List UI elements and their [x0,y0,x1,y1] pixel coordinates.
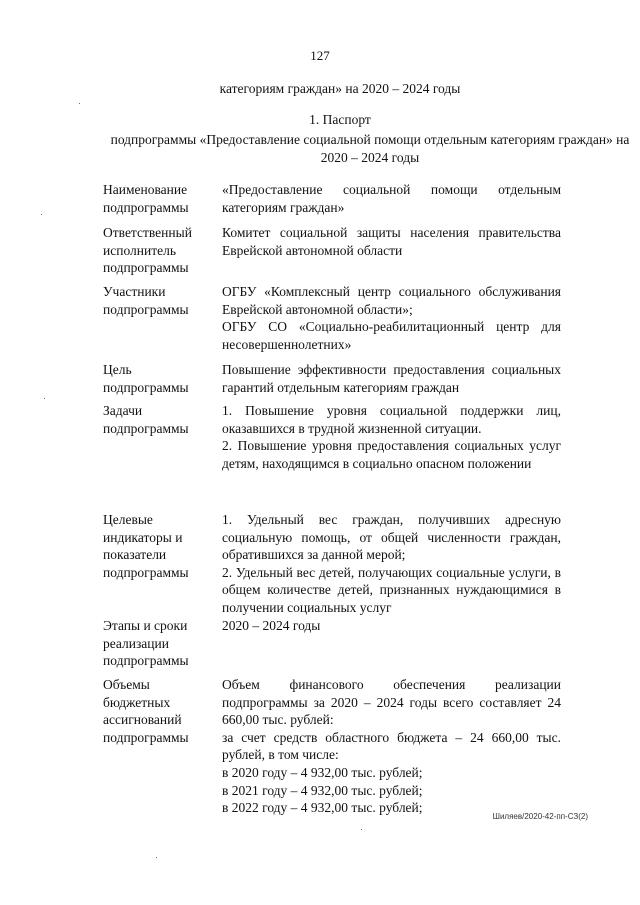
value-paragraph: 1. Удельный вес граждан, получивших адресную социальную помощь, от общей численности граждан, обратившихся за данной мерой; [222,512,561,563]
value-paragraph: 2. Повышение уровня предоставления социальных услуг детям, находящимся в социально опасном положении [222,438,561,471]
row-name [103,181,563,216]
section-heading: 1. Паспорт [309,112,371,127]
row-value [222,676,561,817]
row-value [222,181,561,216]
row-goal [103,361,563,396]
value-paragraph: Комитет социальной защиты населения правительства Еврейской автономной области [222,225,561,258]
row-value [222,511,561,617]
scan-speck [361,829,362,830]
row-label: Целевые индикаторы и показатели подпрограммы [103,512,189,580]
row-label: Задачи подпрограммы [103,403,189,436]
row-label: Ответственный исполнитель подпрограммы [103,225,192,276]
value-paragraph: Объем финансового обеспечения реализации подпрограммы за 2020 – 2024 годы всего составляет 24 660,00 тыс. рублей: [222,677,561,728]
row-label: Цель подпрограммы [103,362,189,395]
value-paragraph: ОГБУ СО «Социально-реабилитационный центр для несовершеннолетних» [222,319,561,352]
row-value [222,361,561,396]
row-indicators [103,511,563,617]
subtitle: подпрограммы «Предоставление социальной помощи отдельным категориям граждан» на 2020 – 2024 годы [110,132,630,165]
value-paragraph: в 2022 году – 4 932,00 тыс. рублей; [222,800,423,816]
value-paragraph: 2020 – 2024 годы [222,618,321,633]
page-number: 127 [310,48,330,63]
value-paragraph: 1. Повышение уровня социальной поддержки лиц, оказавшихся в трудной жизненной ситуации. [222,403,561,436]
row-label: Этапы и сроки реализации подпрограммы [103,618,189,669]
row-label: Участники подпрограммы [103,284,189,317]
scan-speck [41,214,42,215]
value-paragraph: Повышение эффективности предоставления социальных гарантий отдельным категориям граждан [222,362,561,395]
continuation-line: категориям граждан» на 2020 – 2024 годы [219,81,461,96]
row-label: Наименование подпрограммы [103,182,189,215]
footer-code: Шиляев/2020-42-пп-СЗ(2) [492,812,588,821]
scan-speck [156,857,157,858]
row-value [222,402,561,472]
row-stages [103,617,563,670]
value-paragraph: 2. Удельный вес детей, получающих социальные услуги, в общем количестве детей, признанных нуждающимися в получении социальных услуг [222,564,561,615]
row-participants [103,283,563,353]
row-tasks [103,402,563,472]
row-value [222,283,561,353]
row-value [222,617,561,670]
row-label: Объемы бюджетных ассигнований подпрограммы [103,677,189,745]
value-paragraph: ОГБУ «Комплексный центр социального обслуживания Еврейской автономной области»; [222,284,561,317]
row-value [222,224,561,277]
row-budget [103,676,563,817]
scan-speck [44,398,45,399]
value-paragraph: за счет средств областного бюджета – 24 660,00 тыс. рублей, в том числе: [222,729,561,763]
value-paragraph: «Предоставление социальной помощи отдельным категориям граждан» [222,182,561,215]
scan-speck [79,103,80,104]
value-paragraph: в 2021 году – 4 932,00 тыс. рублей; [222,782,423,798]
value-paragraph: в 2020 году – 4 932,00 тыс. рублей; [222,764,423,780]
row-executor [103,224,563,277]
